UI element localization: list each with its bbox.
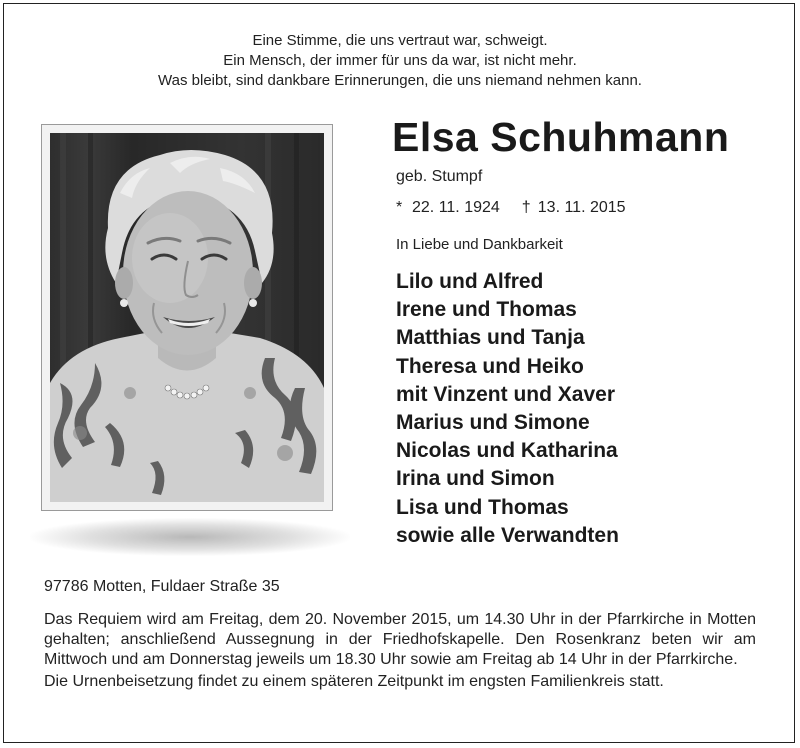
mourner-entry: Lisa und Thomas — [396, 495, 569, 519]
poem-line: Was bleibt, sind dankbare Erinnerungen, die uns niemand nehmen kann. — [158, 72, 642, 89]
death-cross-icon: † — [521, 199, 531, 216]
portrait-image — [50, 133, 324, 502]
poem-line: Eine Stimme, die uns vertraut war, schweigt. — [252, 32, 548, 49]
mourner-entry: Irene und Thomas — [396, 298, 577, 322]
mourner-entry: Nicolas und Katharina — [396, 439, 618, 463]
life-dates — [396, 199, 626, 217]
mourner-entry: Matthias und Tanja — [396, 326, 585, 350]
urn-burial-notice: Die Urnenbeisetzung findet zu einem späteren Zeitpunkt im engsten Familienkreis statt. — [44, 673, 664, 690]
portrait-photo — [50, 133, 324, 502]
portrait-frame — [41, 124, 333, 511]
mourner-entry: Theresa und Heiko — [396, 354, 584, 378]
birth-date: 22. 11. 1924 — [412, 199, 500, 216]
photo-shadow — [30, 518, 350, 556]
requiem-notice: Das Requiem wird am Freitag, dem 20. November 2015, um 14.30 Uhr in der Pfarrkirche in Motten gehalten; anschließend Aussegnung in der Friedhofskapelle. Den Rosenkranz beten wir am Mittwoch und am Donnerstag jeweils um 18.30 Uhr sowie am Freitag ab 14 Uhr in der Pfarrkirche. — [44, 611, 756, 668]
maiden-name: geb. Stumpf — [396, 168, 483, 185]
mourners-list — [396, 268, 619, 550]
dedication: In Liebe und Dankbarkeit — [396, 236, 563, 253]
mourner-entry: Lilo und Alfred — [396, 270, 544, 293]
family-address: 97786 Motten, Fuldaer Straße 35 — [44, 578, 280, 595]
memorial-poem — [0, 31, 800, 91]
mourner-entry: mit Vinzent und Xaver — [396, 382, 615, 406]
death-date: 13. 11. 2015 — [537, 199, 626, 216]
mourner-entry: sowie alle Verwandten — [396, 523, 619, 547]
birth-symbol: * — [396, 199, 403, 216]
deceased-name: Elsa Schuhmann — [392, 114, 730, 160]
poem-line: Ein Mensch, der immer für uns da war, ist nicht mehr. — [223, 52, 577, 69]
mourner-entry: Irina und Simon — [396, 467, 555, 491]
mourner-entry: Marius und Simone — [396, 411, 590, 435]
service-details — [44, 610, 756, 692]
